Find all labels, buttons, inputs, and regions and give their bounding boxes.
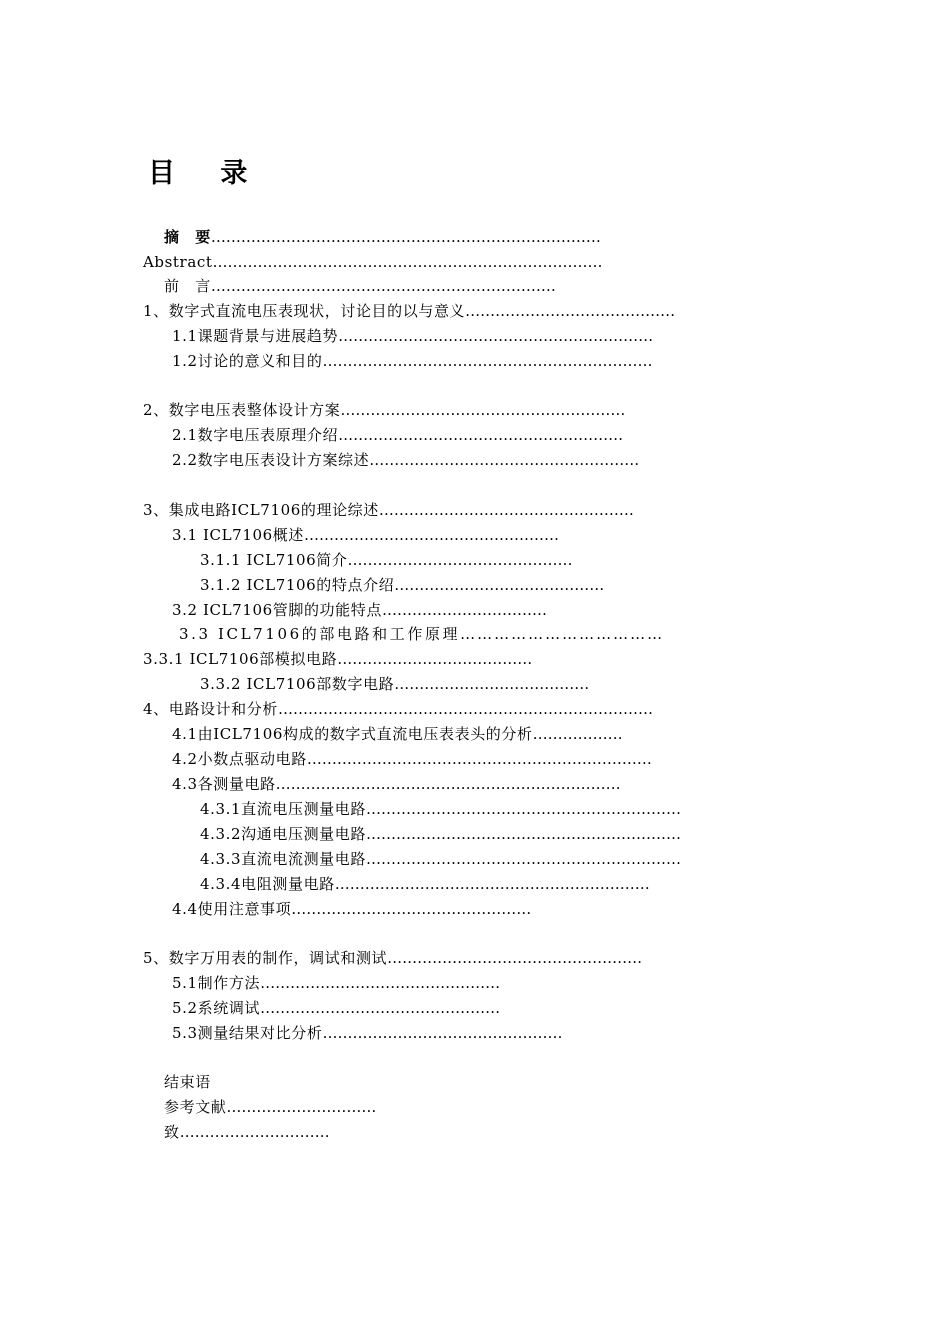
toc-entry-label: 参考文献 — [164, 1098, 227, 1116]
toc-entry-label: 1.2讨论的意义和目的 — [172, 352, 323, 370]
toc-entry-leader: …………………………………………… — [303, 526, 559, 544]
toc-entry-chapter-3[interactable] — [143, 499, 634, 521]
toc-entry-leader: ……………… — [532, 725, 623, 743]
toc-entry-leader: …………………………………… — [394, 576, 605, 594]
toc-entry-2-1[interactable] — [172, 424, 623, 446]
toc-entry-label: 2.2数字电压表设计方案综述 — [172, 451, 370, 469]
toc-entry-label: 3.3.1 ICL7106部模拟电路 — [143, 650, 338, 668]
toc-entry-leader: …………………………………………… — [387, 949, 643, 967]
toc-entry-leader: ……………………………………………………… — [365, 825, 681, 843]
toc-entry-3-3[interactable] — [179, 623, 664, 645]
toc-entry-label: 2.1数字电压表原理介绍 — [172, 426, 339, 444]
toc-entry-label: 3.3.2 ICL7106部数字电路 — [200, 675, 395, 693]
toc-entry-leader: ……………………………………… — [347, 551, 573, 569]
toc-entry-3-3-1[interactable] — [143, 648, 532, 670]
toc-entry-label: 5、数字万用表的制作，调试和测试 — [143, 949, 388, 967]
toc-entry-5-3[interactable] — [172, 1022, 562, 1044]
toc-entry-label: 4.3.3直流电流测量电路 — [200, 850, 366, 868]
toc-entry-chapter-4[interactable] — [143, 698, 653, 720]
toc-entry-2-2[interactable] — [172, 449, 639, 471]
toc-entry-leader: ………………………………………………………… — [322, 352, 653, 370]
toc-entry-label: 4.3.2沟通电压测量电路 — [200, 825, 366, 843]
toc-entry-leader: ………………………………… — [337, 650, 533, 668]
toc-entry-3-2[interactable] — [172, 599, 547, 621]
toc-entry-label: 4.3.1直流电压测量电路 — [200, 800, 366, 818]
toc-entry-leader: ………………………………………………………………… — [277, 700, 653, 718]
toc-entry-leader: ………………………………………… — [260, 974, 501, 992]
toc-entry-leader: …………………………………………………………… — [306, 750, 652, 768]
toc-entry-4-3-1[interactable] — [200, 798, 681, 820]
toc-entry-leader: …………………………………………………………………… — [210, 228, 601, 246]
toc-entry-1-1[interactable] — [172, 325, 653, 347]
toc-entry-label: 3.2 ICL7106管脚的功能特点 — [172, 601, 382, 619]
toc-entry-leader: …………………………………… — [465, 302, 676, 320]
toc-entry-leader: ……………………………………………………… — [334, 875, 650, 893]
toc-entry-3-3-2[interactable] — [200, 673, 589, 695]
toc-entry-3-1-2[interactable] — [200, 574, 604, 596]
toc-entry-label: Abstract — [143, 253, 213, 271]
toc-entry-label: 前 言 — [164, 277, 211, 295]
toc-entry-leader: ………………………………………… — [291, 900, 532, 918]
toc-entry-leader: ………………………………………… — [260, 999, 501, 1017]
toc-entry-leader: ………………………… — [226, 1098, 377, 1116]
toc-entry-label: 3.1.1 ICL7106简介 — [200, 551, 348, 569]
toc-entry-label: 结束语 — [164, 1073, 211, 1091]
toc-entry-leader: …………………………………………………………………… — [212, 253, 603, 271]
toc-entry-4-3-4[interactable] — [200, 873, 650, 895]
toc-entry-chapter-5[interactable] — [143, 947, 642, 969]
toc-entry-4-3-2[interactable] — [200, 823, 681, 845]
toc-entry-5-1[interactable] — [172, 972, 500, 994]
toc-entry-label: 4.3各测量电路 — [172, 775, 276, 793]
toc-entry-leader: ………………………………………… — [322, 1024, 563, 1042]
toc-entry-abstract-cn[interactable] — [164, 226, 601, 248]
toc-entry-leader: …………………………………………………………… — [210, 277, 556, 295]
toc-entry-label: 2、数字电压表整体设计方案 — [143, 401, 341, 419]
toc-entry-label: 5.3测量结果对比分析 — [172, 1024, 323, 1042]
toc-entry-references[interactable] — [164, 1096, 376, 1118]
toc-entry-label: 3.1.2 ICL7106的特点介绍 — [200, 576, 395, 594]
toc-entry-3-1[interactable] — [172, 524, 559, 546]
toc-entry-3-1-1[interactable] — [200, 549, 572, 571]
toc-entry-label: 4.1由ICL7106构成的数字式直流电压表表头的分析 — [172, 725, 533, 743]
toc-entry-4-2[interactable] — [172, 748, 652, 770]
toc-entry-label: 摘 要 — [164, 228, 211, 246]
toc-entry-label: 3.3 ICL7106的部电路和工作原理 — [179, 625, 461, 643]
toc-entry-chapter-1[interactable] — [143, 300, 675, 322]
toc-entry-label: 3.1 ICL7106概述 — [172, 526, 304, 544]
toc-entry-label: 5.2系统调试 — [172, 999, 261, 1017]
toc-entry-leader: …………………………………………………………… — [275, 775, 621, 793]
toc-entry-leader: ……………………………………………………… — [338, 327, 654, 345]
toc-entry-label: 4.2小数点驱动电路 — [172, 750, 307, 768]
toc-entry-4-3-3[interactable] — [200, 848, 681, 870]
toc-entry-label: 4、电路设计和分析 — [143, 700, 278, 718]
toc-entry-label: 致 — [164, 1123, 180, 1141]
toc-entry-1-2[interactable] — [172, 350, 652, 372]
toc-entry-leader: ………………………………………………… — [340, 401, 626, 419]
toc-entry-label: 1.1课题背景与进展趋势 — [172, 327, 339, 345]
toc-title: 目 录 — [148, 158, 266, 189]
toc-entry-leader: ……………………………… — [460, 625, 665, 643]
toc-entry-4-3[interactable] — [172, 773, 621, 795]
toc-entry-preface[interactable] — [164, 275, 556, 297]
toc-entry-label: 4.3.4电阻测量电路 — [200, 875, 335, 893]
toc-entry-conclusion[interactable] — [164, 1071, 211, 1093]
toc-entry-acknowledgement[interactable] — [164, 1121, 330, 1143]
toc-entry-leader: ………………………… — [179, 1123, 330, 1141]
toc-entry-abstract-en[interactable] — [143, 251, 603, 273]
toc-entry-4-4[interactable] — [172, 898, 531, 920]
toc-entry-leader: ………………………………… — [394, 675, 590, 693]
toc-entry-leader: ……………………………………………………… — [365, 800, 681, 818]
toc-entry-chapter-2[interactable] — [143, 399, 625, 421]
toc-entry-leader: ……………………………………………………… — [365, 850, 681, 868]
toc-entry-label: 3、集成电路ICL7106的理论综述 — [143, 501, 379, 519]
toc-entry-leader: ……………………………………………… — [369, 451, 640, 469]
toc-entry-label: 1、数字式直流电压表现状，讨论目的以与意义 — [143, 302, 466, 320]
toc-entry-label: 5.1制作方法 — [172, 974, 261, 992]
toc-entry-4-1[interactable] — [172, 723, 623, 745]
toc-entry-5-2[interactable] — [172, 997, 500, 1019]
toc-entry-leader: …………………………… — [381, 601, 547, 619]
toc-entry-leader: ………………………………………………… — [338, 426, 624, 444]
toc-entry-leader: …………………………………………… — [378, 501, 634, 519]
toc-entry-label: 4.4使用注意事项 — [172, 900, 292, 918]
